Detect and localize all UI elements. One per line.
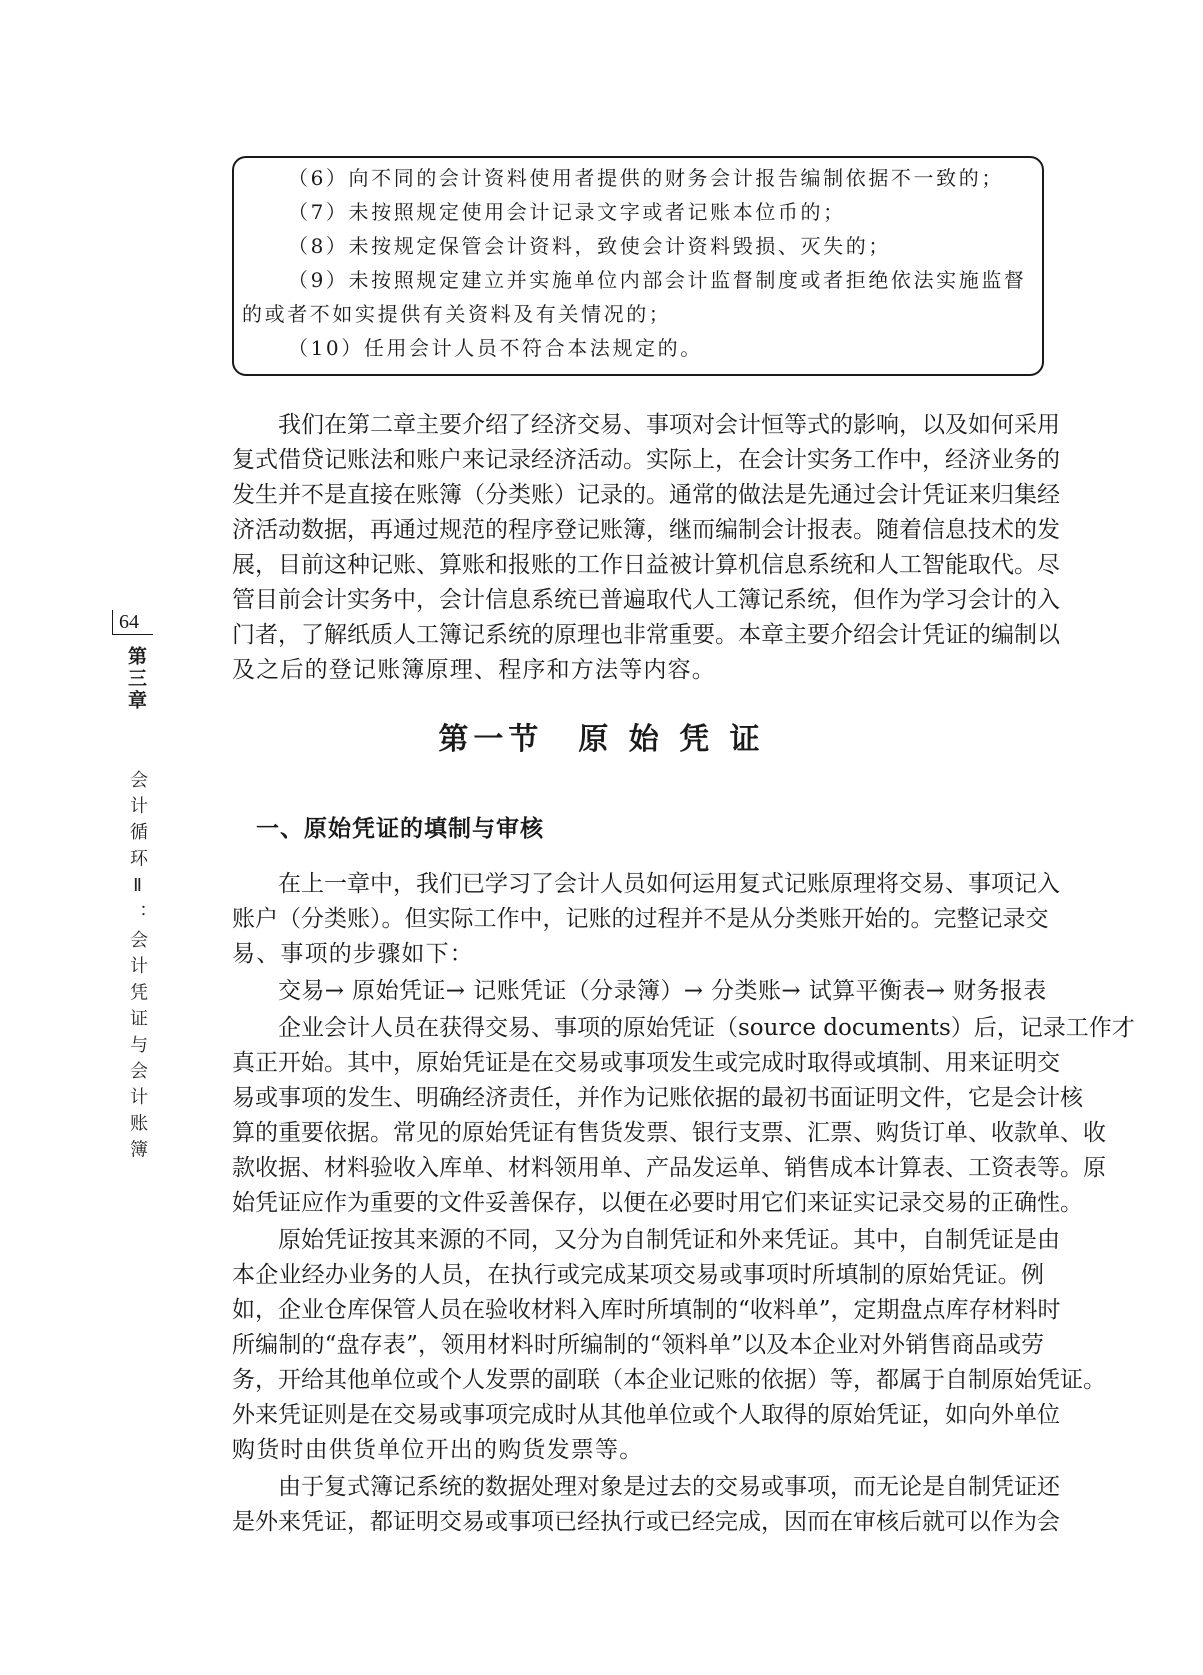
section-title: 第一节 原 始 凭 证 [438, 722, 765, 757]
body-line: 是外来凭证，都证明交易或事项已经执行或已经完成，因而在审核后就可以作为会 [232, 1509, 1060, 1535]
body-line: 原始凭证按其来源的不同，又分为自制凭证和外来凭证。其中，自制凭证是由 [278, 1227, 1060, 1253]
body-line: 外来凭证则是在交易或事项完成时从其他单位或个人取得的原始凭证，如向外单位 [232, 1402, 1060, 1428]
body-line: 真正开始。其中，原始凭证是在交易或事项发生或完成时取得或填制、用来证明交 [232, 1050, 1060, 1076]
page-number: 64 [112, 610, 153, 635]
law-item-9: （9）未按照规定建立并实施单位内部会计监督制度或者拒绝依法实施监督 [288, 268, 1027, 292]
body-line: 易或事项的发生、明确经济责任，并作为记账依据的最初书面证明文件，它是会计核 [232, 1085, 1083, 1111]
law-item-6: （6）向不同的会计资料使用者提供的财务会计报告编制依据不一致的； [288, 166, 1004, 190]
body-line: 购货时由供货单位开出的购货发票等。 [232, 1437, 644, 1463]
intro-line: 济活动数据，再通过规范的程序登记账簿，继而编制会计报表。随着信息技术的发 [232, 517, 1060, 543]
law-item-9-continued: 的或者不如实提供有关资料及有关情况的； [242, 302, 672, 326]
body-line: 所编制的“盘存表”，领用材料时所编制的“领料单”以及本企业对外销售商品或劳 [232, 1332, 1044, 1358]
law-item-7: （7）未按照规定使用会计记录文字或者记账本位币的； [288, 200, 846, 224]
body-line: 由于复式簿记系统的数据处理对象是过去的交易或事项，而无论是自制凭证还 [278, 1474, 1060, 1500]
body-line: 易、事项的步骤如下： [232, 941, 474, 967]
intro-line: 及之后的登记账簿原理、程序和方法等内容。 [232, 657, 716, 683]
body-line: 如，企业仓库保管人员在验收材料入库时所填制的“收料单”，定期盘点库存材料时 [232, 1297, 1061, 1323]
accounting-flow: 交易→ 原始凭证→ 记账凭证（分录簿）→ 分类账→ 试算平衡表→ 财务报表 [278, 978, 1047, 1004]
body-line: 款收据、材料验收入库单、材料领用单、产品发运单、销售成本计算表、工资表等。原 [232, 1155, 1106, 1181]
law-item-10: （10）任用会计人员不符合本法规定的。 [288, 336, 703, 360]
body-line: 本企业经办业务的人员，在执行或完成某项交易或事项时所填制的原始凭证。例 [232, 1262, 1044, 1288]
intro-line: 展，目前这种记账、算账和报账的工作日益被计算机信息系统和人工智能取代。尽 [232, 552, 1060, 578]
body-line: 始凭证应作为重要的文件妥善保存，以便在必要时用它们来证实记录交易的正确性。 [232, 1190, 1083, 1216]
intro-line: 管目前会计实务中，会计信息系统已普遍取代人工簿记系统，但作为学习会计的入 [232, 587, 1060, 613]
intro-line: 我们在第二章主要介绍了经济交易、事项对会计恒等式的影响，以及如何采用 [278, 412, 1060, 438]
body-line: 算的重要依据。常见的原始凭证有售货发票、银行支票、汇票、购货订单、收款单、收 [232, 1120, 1106, 1146]
sub-heading: 一、原始凭证的填制与审核 [256, 816, 544, 842]
body-line: 企业会计人员在获得交易、事项的原始凭证（source documents）后，记录工作才 [278, 1015, 1135, 1041]
body-line: 务，开给其他单位或个人发票的副联（本企业记账的依据）等，都属于自制原始凭证。 [232, 1367, 1106, 1393]
intro-line: 复式借贷记账法和账户来记录经济活动。实际上，在会计实务工作中，经济业务的 [232, 447, 1060, 473]
body-line: 账户（分类账）。但实际工作中，记账的过程并不是从分类账开始的。完整记录交 [232, 906, 1049, 932]
intro-line: 发生并不是直接在账簿（分类账）记录的。通常的做法是先通过会计凭证来归集经 [232, 482, 1060, 508]
law-excerpt-box [232, 156, 1044, 376]
intro-line: 门者，了解纸质人工簿记系统的原理也非常重要。本章主要介绍会计凭证的编制以 [232, 622, 1060, 648]
law-item-8: （8）未按规定保管会计资料，致使会计资料毁损、灭失的； [288, 234, 891, 258]
chapter-label: 第三章 [125, 646, 147, 712]
body-line: 在上一章中，我们已学习了会计人员如何运用复式记账原理将交易、事项记入 [278, 871, 1060, 897]
chapter-title: 会计循环Ⅱ：会计凭证与会计账簿 [127, 770, 148, 1166]
